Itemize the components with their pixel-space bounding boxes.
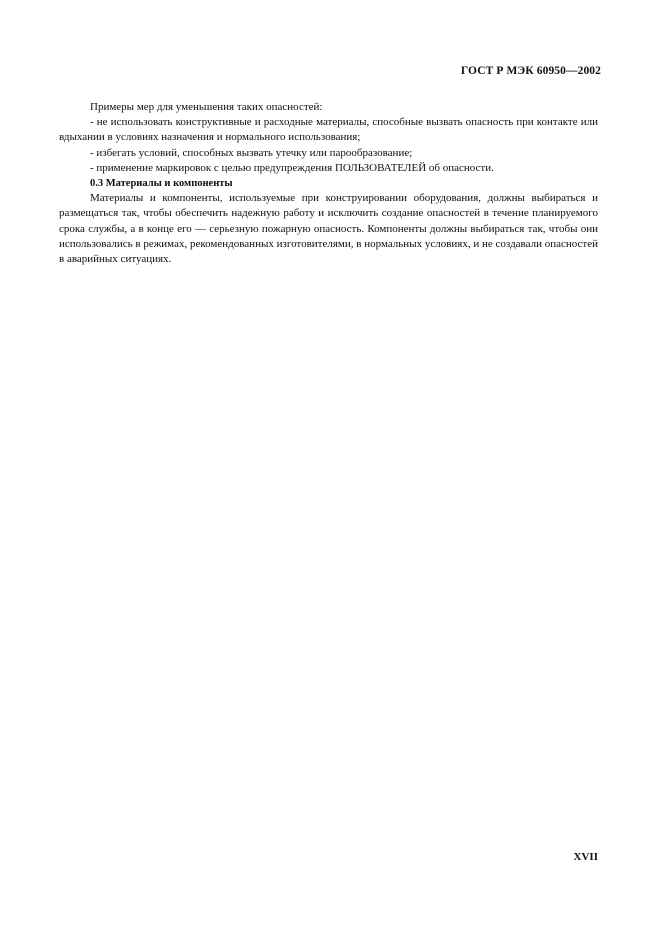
page-header-standard-code: ГОСТ Р МЭК 60950—2002 — [460, 65, 601, 77]
document-body — [59, 100, 598, 267]
page-number: XVII — [573, 851, 598, 863]
section-paragraph: Материалы и компоненты, используемые при конструировании оборудования, должны выбираться и размещаться так, чтобы обеспечить надежную работу и исключить создание опасностей в течение планируемого срока службы, а в конце его — серьезную пожарную опасность. Компоненты должны выбираться так, чтобы они использовались в режимах, рекомендованных изготовителями, в нормальных условиях, и не создавали опасностей в аварийных ситуациях. — [59, 192, 598, 266]
list-item: - избегать условий, способных вызвать утечку или парообразование; — [90, 146, 413, 159]
intro-paragraph: Примеры мер для уменьшения таких опасностей: — [90, 101, 323, 113]
section-heading: 0.3 Материалы и компоненты — [90, 178, 233, 190]
list-item: - применение маркировок с целью предупреждения ПОЛЬЗОВАТЕЛЕЙ об опасности. — [90, 161, 494, 174]
list-item: - не использовать конструктивные и расходные материалы, способные вызвать опасность при контакте или вдыхании в условиях назначения и нормального использования; — [59, 116, 598, 144]
